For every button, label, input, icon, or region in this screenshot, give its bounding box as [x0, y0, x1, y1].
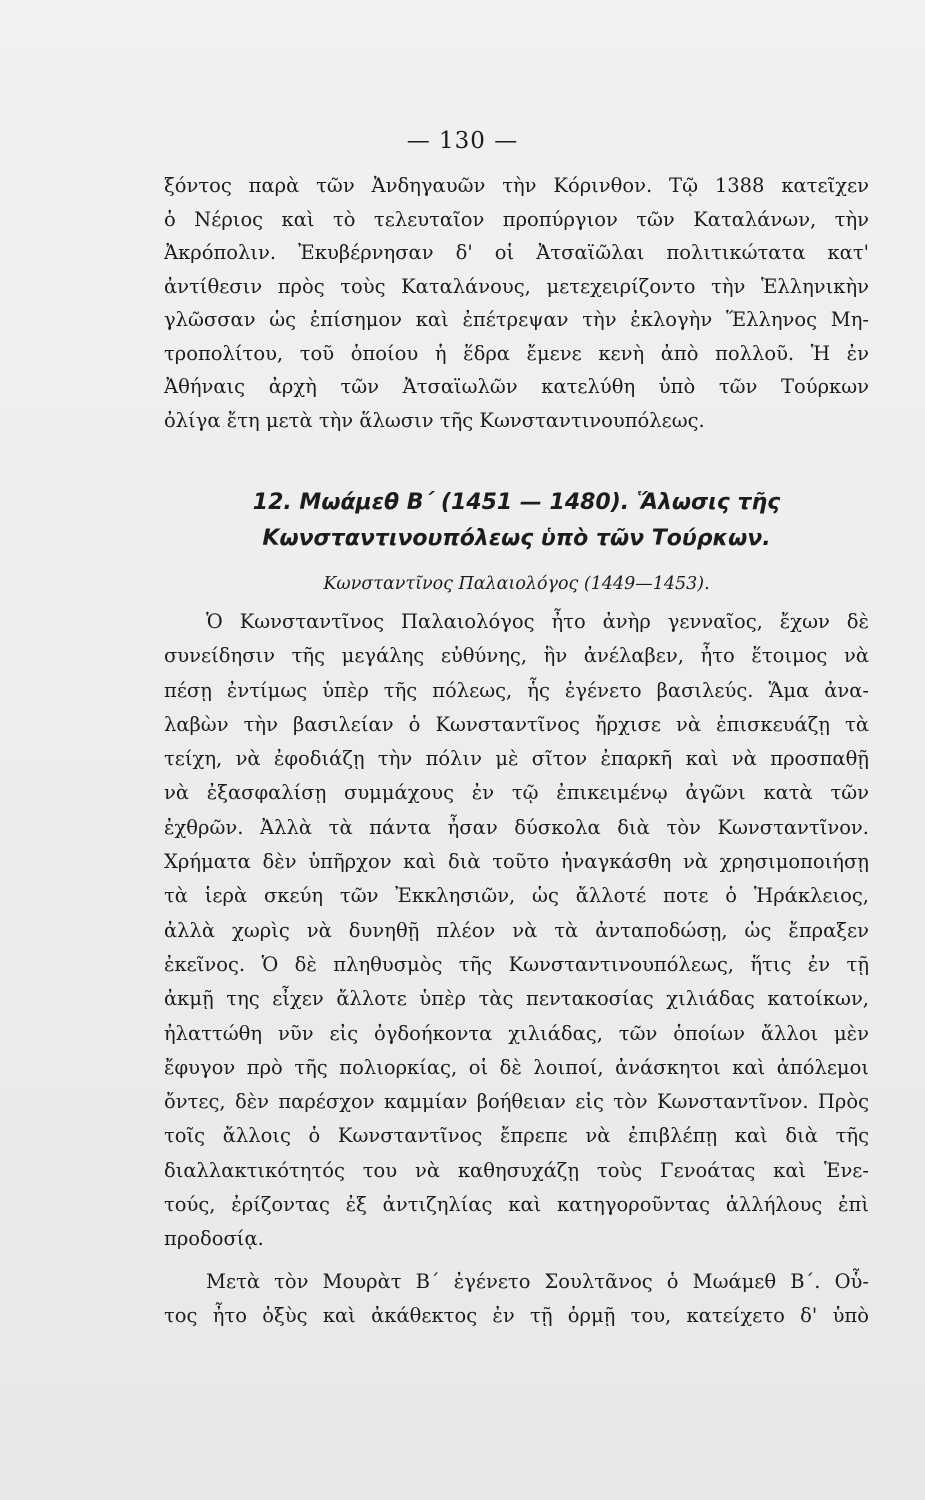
text-line: ὄντες, δὲν παρέσχον καμμίαν βοήθειαν εἰς τὸν Κωνσταντῖνον. Πρὸς [164, 1090, 869, 1114]
text-line: Ὁ Κωνσταντῖνος Παλαιολόγος ἦτο ἀνὴρ γενναῖος, ἔχων δὲ [206, 610, 869, 633]
text-line: τοῖς ἄλλοις ὁ Κωνσταντῖνος ἔπρεπε νὰ ἐπιβλέπῃ καὶ διὰ τῆς [164, 1124, 869, 1148]
text-line: Χρήματα δὲν ὑπῆρχον καὶ διὰ τοῦτο ἠναγκάσθη νὰ χρησιμοποιήσῃ [164, 850, 869, 874]
text-line: ἀκμῇ της εἶχεν ἄλλοτε ὑπὲρ τὰς πεντακοσίας χιλιάδας κατοίκων, [164, 987, 869, 1011]
text-line: διαλλακτικότητός του νὰ καθησυχάζῃ τοὺς Γενοάτας καὶ Ἑνε- [164, 1158, 869, 1182]
text-line: προδοσίᾳ. [164, 1227, 264, 1251]
text-line: ὀλίγα ἔτη μετὰ τὴν ἅλωσιν τῆς Κωνσταντινουπόλεως. [164, 408, 705, 432]
text-line: νὰ ἐξασφαλίσῃ συμμάχους ἐν τῷ ἐπικειμένῳ ἀγῶνι κατὰ τῶν [164, 781, 869, 805]
subheading: Κωνσταντῖνος Παλαιολόγος (1449—1453). [323, 574, 710, 594]
text-line: τούς, ἐρίζοντας ἐξ ἀντιζηλίας καὶ κατηγοροῦντας ἀλλήλους ἐπὶ [164, 1193, 869, 1217]
text-line: ἀντίθεσιν πρὸς τοὺς Καταλάνους, μετεχειρίζοντο τὴν Ἑλληνικὴν [164, 274, 869, 298]
text-line: Ἀθήναις ἀρχὴ τῶν Ἀτσαϊωλῶν κατελύθη ὑπὸ τῶν Τούρκων [164, 375, 869, 398]
text-line: τὰ ἱερὰ σκεύη τῶν Ἐκκλησιῶν, ὡς ἄλλοτέ ποτε ὁ Ἡράκλειος, [164, 884, 869, 908]
text-line: συνείδησιν τῆς μεγάλης εὐθύνης, ἣν ἀνέλαβεν, ἦτο ἕτοιμος νὰ [164, 644, 869, 668]
text-line: πέσῃ ἐντίμως ὑπὲρ τῆς πόλεως, ἧς ἐγένετο βασιλεύς. Ἅμα ἀνα- [164, 678, 869, 702]
text-line: Ἀκρόπολιν. Ἐκυβέρνησαν δ' οἱ Ἀτσαϊῶλαι πολιτικώτατα κατ' [164, 241, 869, 264]
paragraph-main [164, 605, 869, 1257]
section-heading-line-1: 12. Μωάμεθ Β΄ (1451 — 1480). Ἅλωσις τῆς [252, 490, 781, 515]
text-line: ξόντος παρὰ τῶν Ἀνδηγαυῶν τὴν Κόρινθον. Τῷ 1388 κατεῖχεν [164, 174, 869, 197]
paragraph-last [164, 1265, 869, 1334]
paragraph-top [164, 169, 869, 437]
page-number: — 130 — [406, 128, 519, 154]
text-line: λαβὼν τὴν βασιλείαν ὁ Κωνσταντῖνος ἤρχισε νὰ ἐπισκευάζῃ τὰ [164, 712, 869, 736]
text-line: ἀλλὰ χωρὶς νὰ δυνηθῇ πλέον νὰ τὰ ἀνταποδώσῃ, ὡς ἔπραξεν [164, 918, 869, 942]
text-line: τείχη, νὰ ἐφοδιάζῃ τὴν πόλιν μὲ σῖτον ἐπαρκῆ καὶ νὰ προσπαθῇ [164, 747, 869, 771]
text-line: ἐχθρῶν. Ἀλλὰ τὰ πάντα ἦσαν δύσκολα διὰ τὸν Κωνσταντῖνον. [164, 815, 869, 839]
text-line: ἠλαττώθη νῦν εἰς ὀγδοήκοντα χιλιάδας, τῶν ὁποίων ἄλλοι μὲν [164, 1021, 869, 1045]
text-line: ἔφυγον πρὸ τῆς πολιορκίας, οἱ δὲ λοιποί, ἀνάσκητοι καὶ ἀπόλεμοι [164, 1055, 869, 1079]
text-line: γλῶσσαν ὡς ἐπίσημον καὶ ἐπέτρεψαν τὴν ἐκλογὴν Ἕλληνος Μη- [164, 308, 869, 331]
text-line: τροπολίτου, τοῦ ὁποίου ἡ ἕδρα ἔμενε κενὴ ἀπὸ πολλοῦ. Ἡ ἐν [164, 341, 869, 365]
text-line: ὁ Νέριος καὶ τὸ τελευταῖον προπύργιον τῶν Καταλάνων, τὴν [164, 207, 869, 231]
text-line: Μετὰ τὸν Μουρὰτ Β΄ ἐγένετο Σουλτᾶνος ὁ Μωάμεθ Β΄. Οὗ- [206, 1270, 869, 1293]
text-line: τος ἦτο ὀξὺς καὶ ἀκάθεκτος ἐν τῇ ὁρμῇ του, κατείχετο δ' ὑπὸ [164, 1304, 869, 1328]
section-heading-line-2: Κωνσταντινουπόλεως ὑπὸ τῶν Τούρκων. [262, 526, 771, 551]
text-line: ἐκεῖνος. Ὁ δὲ πληθυσμὸς τῆς Κωνσταντινουπόλεως, ἥτις ἐν τῇ [164, 952, 869, 976]
